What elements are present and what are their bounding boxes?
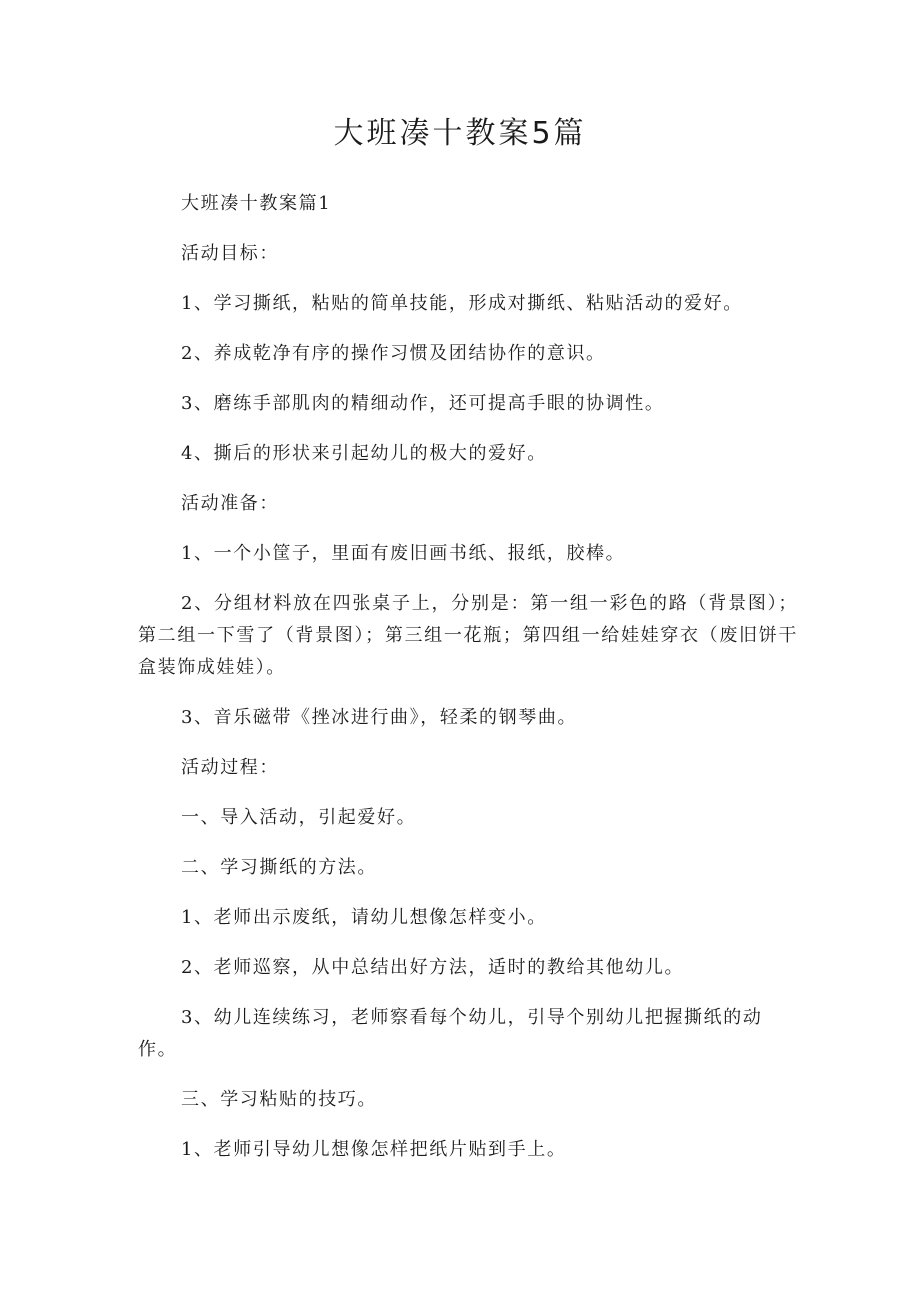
list-item: 1、老师出示废纸，请幼儿想像怎样变小。: [181, 907, 547, 928]
subsection-heading: 活动过程：: [181, 757, 279, 778]
list-item: 三、学习粘贴的技巧。: [181, 1089, 377, 1110]
section-heading: 大班凑十教案篇1: [181, 193, 332, 214]
list-item: 4、撕后的形状来引起幼儿的极大的爱好。: [181, 443, 547, 464]
list-item: 3、音乐磁带《挫冰进行曲》，轻柔的钢琴曲。: [181, 707, 578, 728]
list-item: 二、学习撕纸的方法。: [181, 857, 377, 878]
subsection-heading: 活动目标：: [181, 243, 279, 264]
list-item: 一、导入活动，引起爱好。: [181, 807, 417, 828]
list-item: 1、学习撕纸，粘贴的简单技能，形成对撕纸、粘贴活动的爱好。: [181, 293, 743, 314]
document-body: [138, 188, 798, 1184]
document-title: 大班凑十教案5篇: [333, 116, 587, 151]
list-item: 2、分组材料放在四张桌子上，分别是：第一组一彩色的路（背景图）；第二组一下雪了（背景图）；第三组一花瓶；第四组一给娃娃穿衣（废旧饼干盒装饰成娃娃）。: [138, 593, 798, 678]
list-item: 1、一个小筐子，里面有废旧画书纸、报纸，胶棒。: [181, 543, 626, 564]
list-item: 2、养成乾净有序的操作习惯及团结协作的意识。: [181, 343, 606, 364]
list-item: 2、老师巡察，从中总结出好方法，适时的教给其他幼儿。: [181, 957, 685, 978]
list-item: 1、老师引导幼儿想像怎样把纸片贴到手上。: [181, 1139, 567, 1160]
list-item: 3、幼儿连续练习，老师察看每个幼儿，引导个别幼儿把握撕纸的动作。: [138, 1007, 763, 1060]
list-item: 3、磨练手部肌肉的精细动作，还可提高手眼的协调性。: [181, 393, 665, 414]
subsection-heading: 活动准备：: [181, 493, 279, 514]
